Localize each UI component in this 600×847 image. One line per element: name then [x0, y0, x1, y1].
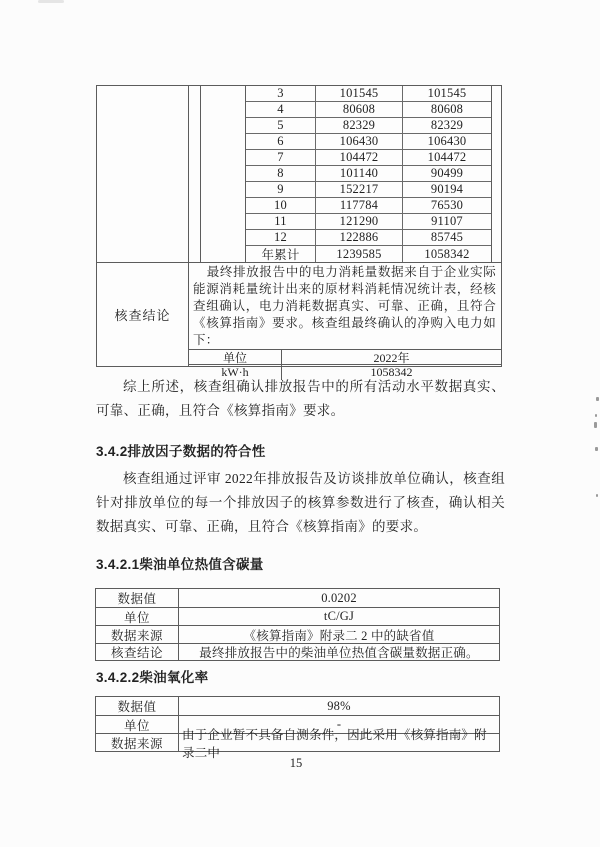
- narrow-right-spacer-cell: [492, 86, 501, 262]
- net-electricity-header-row: [189, 350, 501, 365]
- row-label-cell: 数据值: [96, 589, 179, 607]
- narrow-spacer-cell: [189, 86, 201, 262]
- unit-header-cell: 单位: [189, 350, 282, 364]
- row-value-cell: 0.0202: [321, 590, 357, 605]
- annual-total-reported-cell: 1239585: [316, 246, 403, 262]
- month-row: [246, 214, 491, 230]
- month-row: [246, 150, 491, 166]
- month-cell: 6: [246, 134, 316, 149]
- scan-speck: [596, 494, 598, 497]
- monthly-electricity-table: [96, 85, 502, 379]
- monthly-electricity-data-region: [97, 86, 501, 262]
- reported-value-cell: 80608: [316, 102, 403, 117]
- section-heading-342: 3.4.2排放因子数据的符合性: [96, 444, 266, 459]
- month-row: [246, 102, 491, 118]
- reported-value-cell: 122886: [316, 230, 403, 245]
- diesel-carbon-content-table: [95, 588, 500, 661]
- scan-speck: [595, 414, 597, 417]
- month-row: [246, 134, 491, 150]
- month-row: [246, 86, 491, 102]
- verified-value-cell: 106430: [427, 134, 467, 148]
- unit-value-cell: kW·h: [189, 365, 282, 380]
- emission-factor-intro-paragraph: 核查组通过评审 2022年排放报告及访谈排放单位确认，核查组针对排放单位的每一个排放因子的核算参数进行了核查，确认相关数据真实、可靠、正确，且符合《核算指南》的要求。: [96, 471, 505, 534]
- row-label-cell: 数据来源: [96, 734, 179, 751]
- month-cell: 3: [246, 86, 316, 101]
- reported-value-cell: 104472: [316, 150, 403, 165]
- verification-conclusion-text: 最终排放报告中的电力消耗量数据来自于企业实际能源消耗量统计出来的原材料消耗情况统计表，经核查组确认，电力消耗数据真实、可靠、正确，且符合《核算指南》要求。核查组最终确认的净购入电力如下：: [193, 265, 496, 347]
- table-row: [96, 727, 499, 760]
- month-cell: 5: [246, 118, 316, 133]
- row-label-cell: 数据值: [96, 697, 179, 715]
- annual-total-label-cell: 年累计: [246, 246, 316, 262]
- table-row: [96, 589, 499, 608]
- row-label-cell: 核查结论: [96, 644, 179, 660]
- section-heading-3421: 3.4.2.1柴油单位热值含碳量: [96, 557, 264, 572]
- month-cell: 12: [246, 230, 316, 245]
- verified-value-cell: 91107: [431, 214, 463, 228]
- table-row: [96, 697, 499, 716]
- verification-conclusion-body: [189, 263, 501, 379]
- summary-paragraph: 综上所述，核查组确认排放报告中的所有活动水平数据真实、可靠、正确，且符合《核算指南》要求。: [96, 379, 505, 418]
- reported-value-cell: 121290: [316, 214, 403, 229]
- row-value-cell: 《核算指南》附录二 2 中的缺省值: [243, 628, 435, 643]
- verified-value-cell: 76530: [430, 198, 464, 212]
- row-label-cell: 单位: [96, 608, 179, 625]
- month-row: [246, 118, 491, 134]
- row-value-cell: 由于企业暂不具备自测条件，因此采用《核算指南》附录二中: [182, 727, 487, 760]
- section-heading-3422: 3.4.2.2柴油氧化率: [96, 670, 209, 685]
- verified-value-cell: 101545: [427, 86, 467, 100]
- verified-value-cell: 85745: [430, 230, 464, 244]
- month-cell: 7: [246, 150, 316, 165]
- year-header-cell: 2022年: [373, 350, 410, 365]
- verified-value-cell: 90194: [430, 182, 464, 196]
- reported-value-cell: 117784: [316, 198, 403, 213]
- row-label-cell: 单位: [96, 716, 179, 733]
- month-row: [246, 198, 491, 214]
- month-cell: 11: [246, 214, 316, 229]
- row-value-cell: -: [336, 717, 342, 731]
- month-cell: 9: [246, 182, 316, 197]
- annual-total-row: [246, 246, 491, 262]
- month-row: [246, 182, 491, 198]
- month-cell: 4: [246, 102, 316, 117]
- scan-speck: [596, 397, 599, 401]
- month-value-grid: [246, 86, 492, 262]
- row-label-cell: 数据来源: [96, 626, 179, 643]
- table-row: [96, 626, 499, 644]
- page-number: 15: [289, 756, 303, 770]
- verification-conclusion-row: [97, 262, 501, 379]
- month-cell: 8: [246, 166, 316, 181]
- carried-over-label-cell: [97, 86, 189, 262]
- table-row: [96, 608, 499, 626]
- diesel-oxidation-rate-table: [95, 696, 500, 760]
- verified-value-cell: 90499: [430, 166, 464, 180]
- month-cell: 10: [246, 198, 316, 213]
- reported-value-cell: 82329: [316, 118, 403, 133]
- row-value-cell: 最终排放报告中的柴油单位热值含碳量数据正确。: [199, 646, 479, 660]
- month-row: [246, 166, 491, 182]
- table-row: [96, 644, 499, 660]
- verified-value-cell: 80608: [430, 102, 464, 116]
- scan-smudge: [38, 0, 64, 3]
- reported-value-cell: 101545: [316, 86, 403, 101]
- reported-value-cell: 152217: [316, 182, 403, 197]
- row-value-cell: tC/GJ: [323, 609, 355, 623]
- verification-conclusion-label: 核查结论: [97, 263, 189, 366]
- scan-speck: [594, 422, 597, 428]
- row-value-cell: 98%: [327, 698, 351, 713]
- empty-spacer-cell: [201, 86, 246, 262]
- reported-value-cell: 106430: [316, 134, 403, 149]
- verified-value-cell: 82329: [430, 118, 464, 132]
- month-row: [246, 230, 491, 246]
- verified-value-cell: 104472: [427, 150, 467, 164]
- electricity-value-cell: 1058342: [370, 365, 413, 379]
- annual-total-verified-cell: 1058342: [424, 246, 470, 261]
- reported-value-cell: 101140: [316, 166, 403, 181]
- scan-speck: [595, 447, 598, 451]
